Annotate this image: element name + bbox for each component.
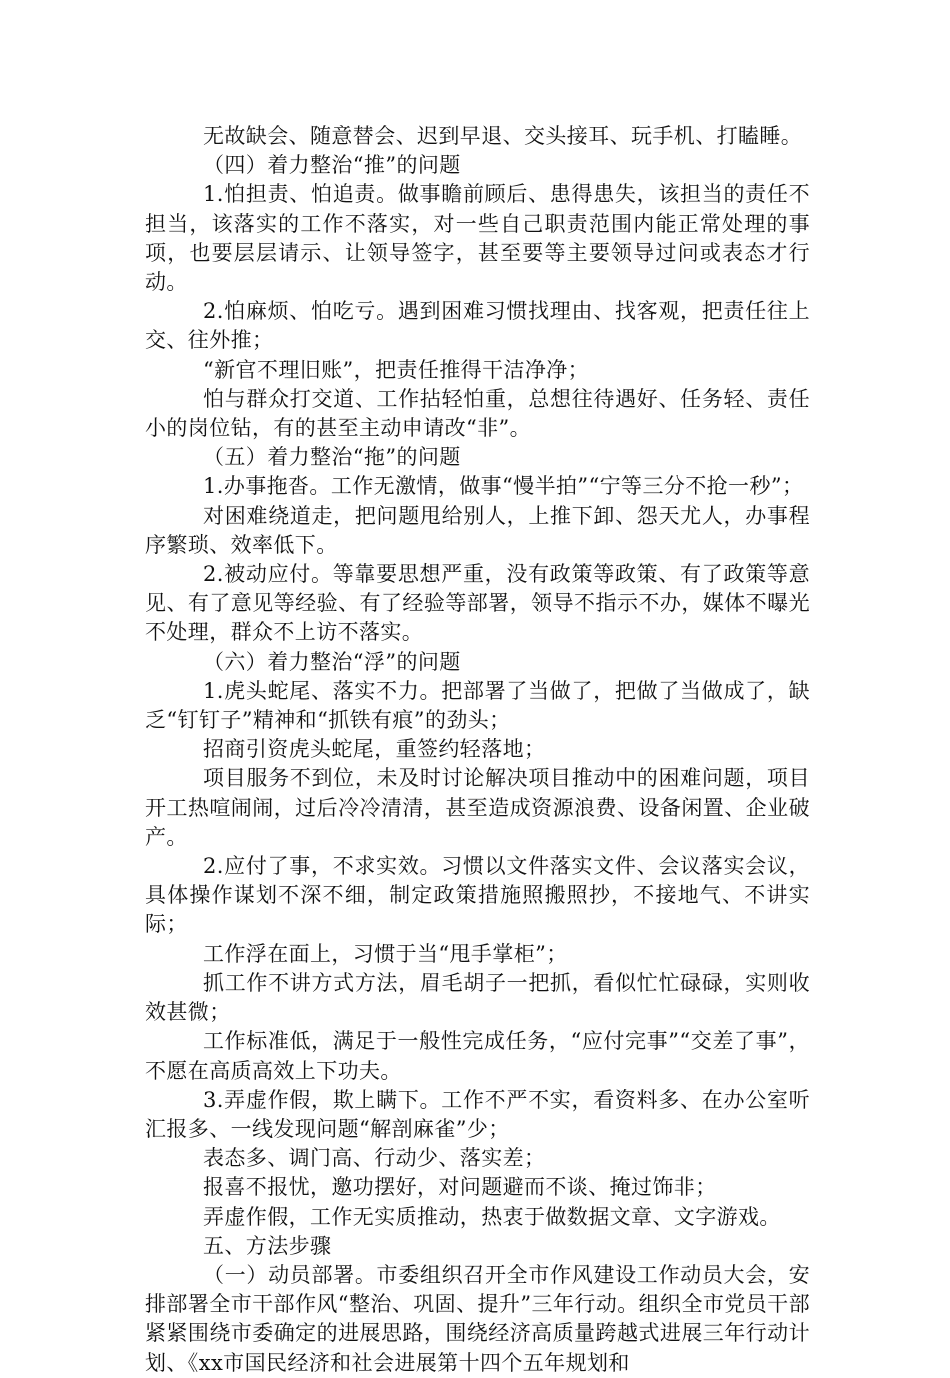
paragraph-passive-response: 2.被动应付。等靠要思想严重，没有政策等政策、有了政策等意见、有了意见等经验、有了经验等部署，领导不指示不办，媒体不曝光不处理，群众不上访不落实。 xyxy=(145,562,810,645)
paragraph-project-service: 项目服务不到位，未及时讨论解决项目推动中的困难问题，项目开工热喧闹闹，过后冷冷清清，甚至造成资源浪费、设备闲置、企业破产。 xyxy=(145,766,810,849)
paragraph-fraud: 3.弄虚作假，欺上瞒下。工作不严不实，看资料多、在办公室听汇报多、一线发现问题“解剖麻雀”少； xyxy=(145,1087,810,1141)
paragraph-attendance-issues: 无故缺会、随意替会、迟到早退、交头接耳、玩手机、打瞌睡。 xyxy=(203,124,803,148)
section-heading-push: （四）着力整治“推”的问题 xyxy=(203,153,461,178)
document-body xyxy=(145,122,810,1378)
paragraph-new-official: “新官不理旧账”，把责任推得干洁净净； xyxy=(203,357,590,382)
paragraph-surface-work: 工作浮在面上，习惯于当“甩手掌柜”； xyxy=(203,941,568,966)
section-heading-methods: 五、方法步骤 xyxy=(203,1233,332,1258)
paragraph-fear-responsibility: 1.怕担责、怕追责。做事瞻前顾后、患得患失，该担当的责任不担当，该落实的工作不落实，对一些自己职责范围内能正常处理的事项，也要层层请示、让领导签字，甚至要等主要领导过问或表态才行动。 xyxy=(145,182,810,295)
paragraph-procrastination: 1.办事拖沓。工作无激情，做事“慢半拍”“宁等三分不抢一秒”； xyxy=(203,474,804,499)
paragraph-low-standard: 工作标准低，满足于一般性完成任务，“应付完事”“交差了事”，不愿在高质高效上下功夫。 xyxy=(145,1029,810,1083)
paragraph-perfunctory: 2.应付了事，不求实效。习惯以文件落实文件、会议落实会议，具体操作谋划不深不细，制定政策措施照搬照抄，不接地气、不讲实际； xyxy=(145,854,810,937)
paragraph-avoid-masses: 怕与群众打交道、工作拈轻怕重，总想往待遇好、任务轻、责任小的岗位钻，有的甚至主动申请改“非”。 xyxy=(145,386,810,441)
paragraph-empty-talk: 表态多、调门高、行动少、落实差； xyxy=(203,1146,546,1171)
paragraph-fear-trouble: 2.怕麻烦、怕吃亏。遇到困难习惯找理由、找客观，把责任往上交、往外推； xyxy=(145,299,810,353)
section-heading-superficial: （六）着力整治“浮”的问题 xyxy=(203,649,461,674)
paragraph-poor-implementation: 1.虎头蛇尾、落实不力。把部署了当做了，把做了当做成了，缺乏“钉钉子”精神和“抓铁有痕”的劲头； xyxy=(145,678,810,733)
paragraph-report-good-news: 报喜不报忧，邀功摆好，对问题避而不谈、掩过饰非； xyxy=(203,1175,717,1200)
paragraph-no-method: 抓工作不讲方式方法，眉毛胡子一把抓，看似忙忙碌碌，实则收效甚微； xyxy=(145,970,810,1025)
paragraph-investment: 招商引资虎头蛇尾，重签约轻落地； xyxy=(203,737,546,762)
paragraph-fake-data: 弄虚作假，工作无实质推动，热衷于做数据文章、文字游戏。 xyxy=(203,1204,781,1229)
paragraph-detour-difficulty: 对困难绕道走，把问题甩给别人，上推下卸、怨天尤人，办事程序繁琐、效率低下。 xyxy=(145,503,810,557)
section-heading-delay: （五）着力整治“拖”的问题 xyxy=(203,445,461,470)
paragraph-mobilization: （一）动员部署。市委组织召开全市作风建设工作动员大会，安排部署全市干部作风“整治、巩固、提升”三年行动。组织全市党员干部紧紧围绕市委确定的进展思路，围绕经济高质量跨越式进展三年行动计划、《xx市国民经济和社会进展第十四个五年规划和 xyxy=(145,1262,810,1375)
